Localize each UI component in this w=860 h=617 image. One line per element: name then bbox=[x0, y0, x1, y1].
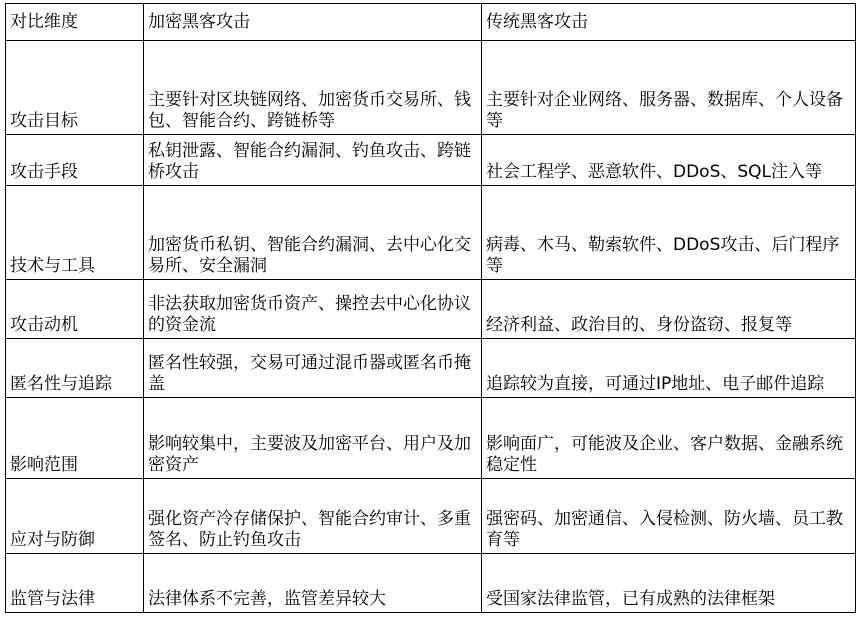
table-row bbox=[6, 135, 856, 186]
row-label: 攻击手段 bbox=[6, 135, 144, 186]
table-header-row bbox=[6, 4, 856, 41]
table-row bbox=[6, 554, 856, 613]
traditional-cell: 强密码、加密通信、入侵检测、防火墙、员工教育等 bbox=[482, 479, 856, 554]
traditional-cell: 受国家法律监管，已有成熟的法律框架 bbox=[482, 554, 856, 613]
traditional-cell: 病毒、木马、勒索软件、DDoS攻击、后门程序等 bbox=[482, 186, 856, 280]
crypto-cell: 影响较集中，主要波及加密平台、用户及加密资产 bbox=[144, 398, 482, 479]
crypto-cell: 匿名性较强，交易可通过混币器或匿名币掩盖 bbox=[144, 339, 482, 398]
row-label: 影响范围 bbox=[6, 398, 144, 479]
header-dimension: 对比维度 bbox=[6, 4, 144, 41]
table-row bbox=[6, 280, 856, 339]
row-label: 攻击目标 bbox=[6, 41, 144, 135]
traditional-cell: 追踪较为直接，可通过IP地址、电子邮件追踪 bbox=[482, 339, 856, 398]
row-label: 匿名性与追踪 bbox=[6, 339, 144, 398]
table-row bbox=[6, 479, 856, 554]
crypto-cell: 加密货币私钥、智能合约漏洞、去中心化交易所、安全漏洞 bbox=[144, 186, 482, 280]
crypto-cell: 私钥泄露、智能合约漏洞、钓鱼攻击、跨链桥攻击 bbox=[144, 135, 482, 186]
row-label: 攻击动机 bbox=[6, 280, 144, 339]
crypto-cell: 主要针对区块链网络、加密货币交易所、钱包、智能合约、跨链桥等 bbox=[144, 41, 482, 135]
row-label: 应对与防御 bbox=[6, 479, 144, 554]
crypto-cell: 强化资产冷存储保护、智能合约审计、多重签名、防止钓鱼攻击 bbox=[144, 479, 482, 554]
table-row bbox=[6, 398, 856, 479]
traditional-cell: 主要针对企业网络、服务器、数据库、个人设备等 bbox=[482, 41, 856, 135]
traditional-cell: 社会工程学、恶意软件、DDoS、SQL注入等 bbox=[482, 135, 856, 186]
traditional-cell: 经济利益、政治目的、身份盗窃、报复等 bbox=[482, 280, 856, 339]
table-row bbox=[6, 339, 856, 398]
traditional-cell: 影响面广，可能波及企业、客户数据、金融系统稳定性 bbox=[482, 398, 856, 479]
crypto-cell: 法律体系不完善，监管差异较大 bbox=[144, 554, 482, 613]
comparison-table bbox=[5, 3, 856, 613]
table-row bbox=[6, 41, 856, 135]
table-row bbox=[6, 186, 856, 280]
header-crypto-hacking: 加密黑客攻击 bbox=[144, 4, 482, 41]
row-label: 监管与法律 bbox=[6, 554, 144, 613]
crypto-cell: 非法获取加密货币资产、操控去中心化协议的资金流 bbox=[144, 280, 482, 339]
header-traditional-hacking: 传统黑客攻击 bbox=[482, 4, 856, 41]
row-label: 技术与工具 bbox=[6, 186, 144, 280]
